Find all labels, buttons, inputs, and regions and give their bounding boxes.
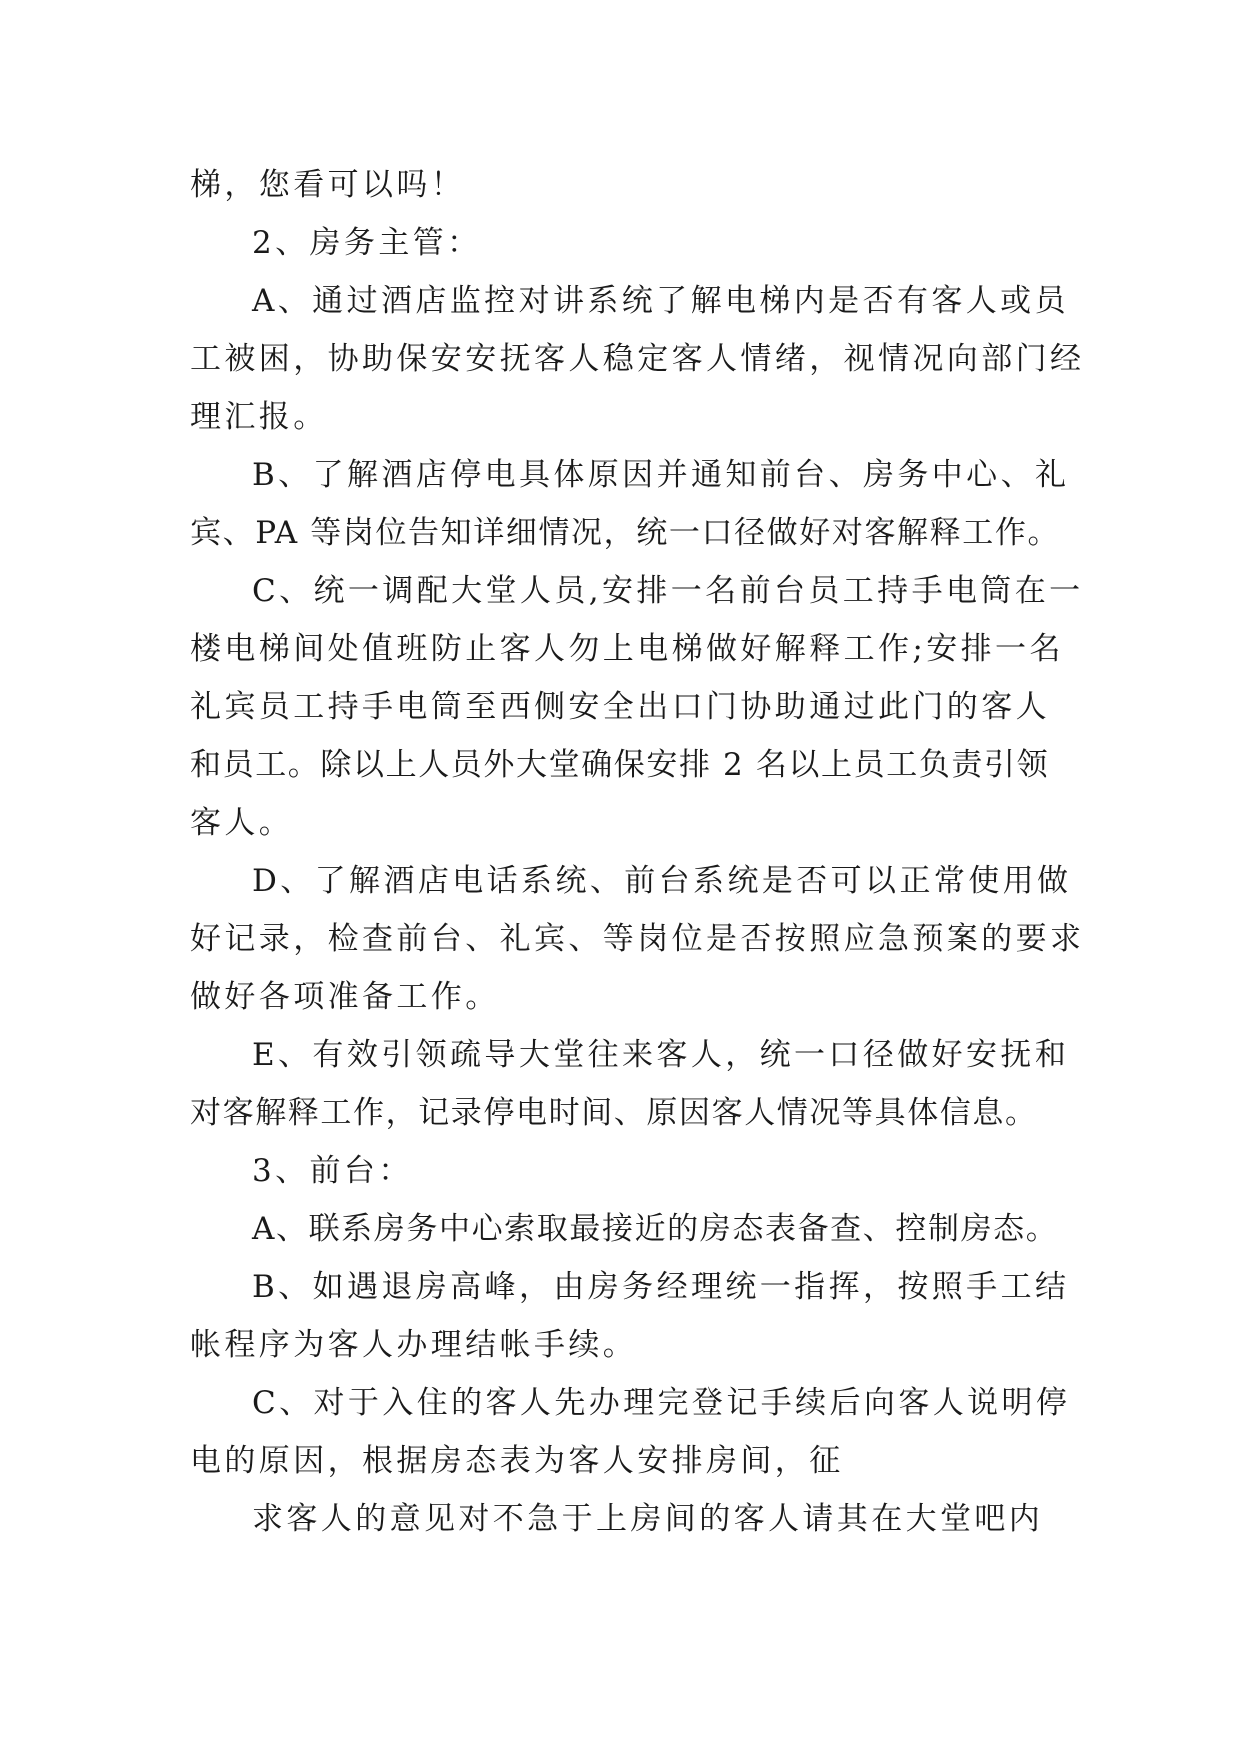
text-line: 宾、PA 等岗位告知详细情况，统一口径做好对客解释工作。: [190, 515, 1061, 551]
section-heading: 3、前台：: [252, 1153, 413, 1189]
text-line: A、联系房务中心索取最接近的房态表备查、控制房态。: [252, 1211, 1059, 1247]
text-line: C、对于入住的客人先办理完登记手续后向客人说明停: [252, 1385, 1071, 1421]
text-line: 电的原因，根据房态表为客人安排房间，征: [190, 1443, 844, 1479]
text-line: 理汇报。: [190, 399, 328, 435]
text-line: 做好各项准备工作。: [190, 979, 500, 1015]
text-line: 和员工。除以上人员外大堂确保安排 2 名以上员工负责引领: [190, 747, 1050, 783]
text-line: 帐程序为客人办理结帐手续。: [190, 1327, 638, 1363]
text-line: D、了解酒店电话系统、前台系统是否可以正常使用做: [252, 863, 1072, 899]
section-heading: 2、房务主管：: [252, 225, 482, 261]
text-line: E、有效引领疏导大堂往来客人，统一口径做好安抚和: [252, 1037, 1070, 1073]
text-line: 客人。: [190, 805, 294, 841]
text-line: B、了解酒店停电具体原因并通知前台、房务中心、礼: [252, 457, 1070, 493]
text-line: 好记录，检查前台、礼宾、等岗位是否按照应急预案的要求: [190, 921, 1085, 957]
text-line: 楼电梯间处值班防止客人勿上电梯做好解释工作;安排一名: [190, 631, 1064, 667]
text-line: 梯，您看可以吗！: [190, 167, 466, 203]
text-line: 工被困，协助保安安抚客人稳定客人情绪，视情况向部门经: [190, 341, 1085, 377]
text-line: C、统一调配大堂人员,安排一名前台员工持手电筒在一: [252, 573, 1084, 609]
text-line: 求客人的意见对不急于上房间的客人请其在大堂吧内: [252, 1501, 1044, 1537]
text-line: 对客解释工作，记录停电时间、原因客人情况等具体信息。: [190, 1095, 1038, 1131]
text-line: A、通过酒店监控对讲系统了解电梯内是否有客人或员: [252, 283, 1069, 319]
text-line: 礼宾员工持手电筒至西侧安全出口门协助通过此门的客人: [190, 689, 1050, 725]
text-line: B、如遇退房高峰，由房务经理统一指挥，按照手工结: [252, 1269, 1070, 1305]
